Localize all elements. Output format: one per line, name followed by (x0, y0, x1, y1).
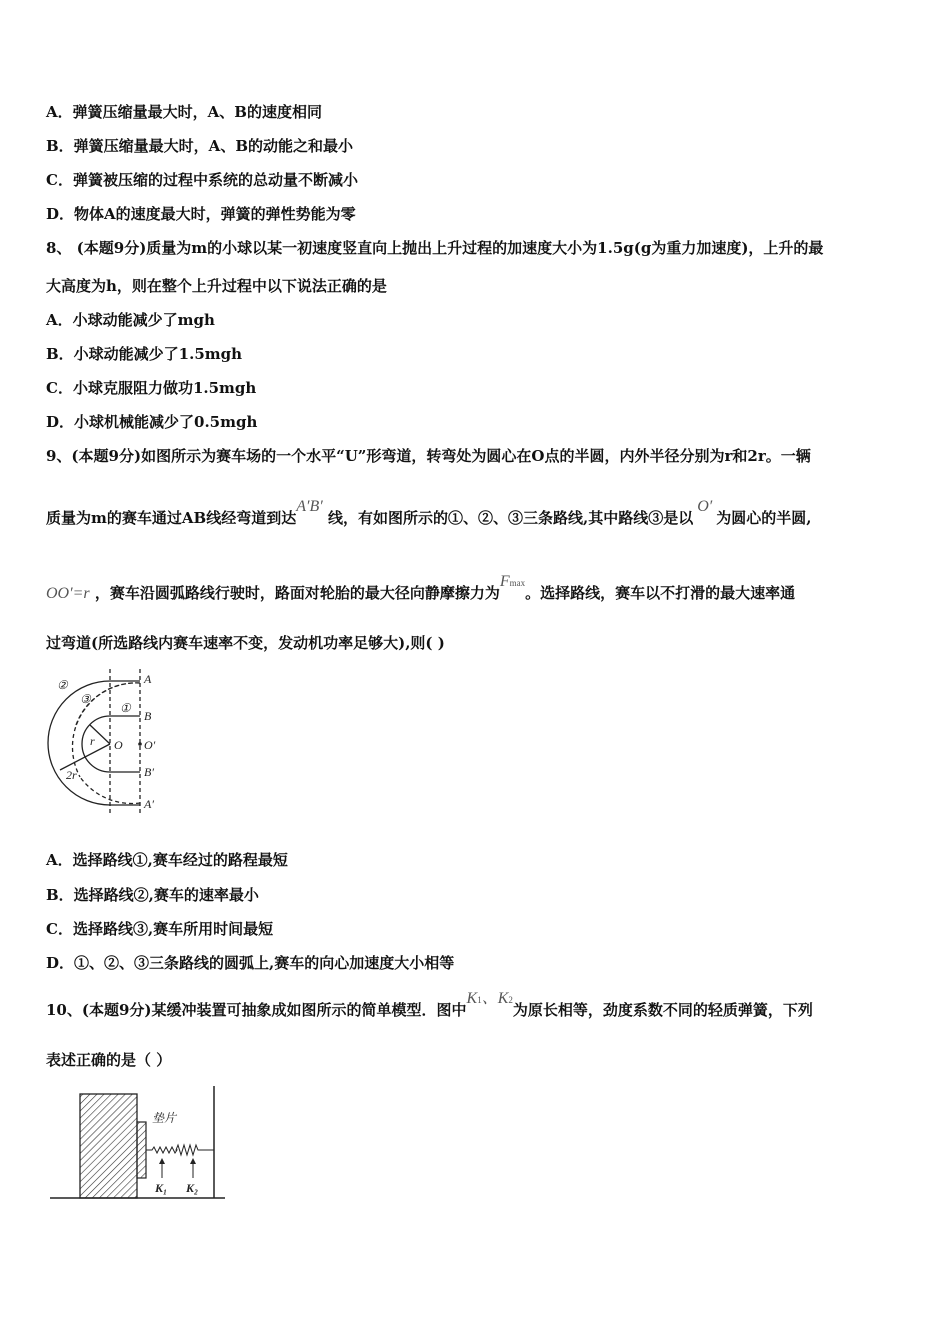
text: 为圆心的半圆, (716, 509, 812, 527)
sub: 1 (477, 995, 482, 1005)
text: 线，有如图所示的①、②、③三条路线,其中路线③是以 (327, 509, 694, 527)
text: ，赛车沿圆弧路线行驶时，路面对轮胎的最大径向静摩擦力为 (94, 584, 500, 602)
q8-option-c: C．小球克服阻力做功1.5mgh (46, 379, 257, 397)
text: 。选择路线，赛车以不打滑的最大速率通 (525, 584, 796, 602)
k: K (497, 990, 509, 1007)
label-a: A (144, 672, 152, 686)
q9-stem-line1: 9、(本题9分)如图所示为赛车场的一个水平“U”形弯道，转弯处为圆心在O点的半圆，内外半径分别为r和2r。一辆 (46, 447, 811, 465)
formula-k2 (498, 990, 513, 1007)
q9-stem-line2 (46, 498, 812, 529)
q8-option-d: D．小球机械能减少了0.5mgh (46, 413, 258, 431)
q9-stem-line4: 过弯道(所选路线内赛车速率不变，发动机功率足够大),则( ) (46, 634, 445, 652)
q9-stem-line3 (46, 573, 796, 605)
q7-option-c: C．弹簧被压缩的过程中系统的总动量不断减小 (46, 171, 358, 189)
label-r: r (90, 734, 95, 748)
sub: max (509, 578, 526, 588)
label-a-prime: A′ (144, 797, 154, 811)
text: 为原长相等，劲度系数不同的轻质弹簧，下列 (512, 1001, 813, 1019)
q7-option-d: D．物体A的速度最大时，弹簧的弹性势能为零 (46, 205, 356, 223)
formula-o-prime: O′ (697, 498, 713, 515)
block (80, 1094, 137, 1198)
label-o: O (114, 738, 123, 752)
u-track-figure (40, 665, 180, 815)
formula-oo-prime: OO′=r (46, 585, 90, 602)
o-prime-point (138, 742, 142, 746)
formula-a-prime-b-prime: A′B′ (296, 498, 323, 515)
k: K (466, 990, 478, 1007)
q10-stem-line1 (46, 990, 813, 1022)
q8-option-a: A．小球动能减少了mgh (46, 311, 215, 329)
sub: 2 (508, 995, 513, 1005)
k1-label: K₁ (155, 1181, 168, 1195)
text: 质量为m的赛车通过AB线经弯道到达 (46, 509, 297, 527)
q7-option-a: A．弹簧压缩量最大时，A、B的速度相同 (46, 103, 322, 121)
springs (146, 1145, 214, 1155)
sep: 、 (481, 990, 498, 1007)
label-b: B (144, 709, 152, 723)
route-2-label: ② (57, 678, 68, 692)
text: 10、(本题9分)某缓冲装置可抽象成如图所示的简单模型．图中 (46, 1001, 467, 1019)
q9-option-b: B．选择路线②,赛车的速率最小 (46, 886, 259, 904)
route-3-label: ③ (80, 692, 91, 706)
f: F (499, 573, 510, 590)
q9-option-d: D．①、②、③三条路线的圆弧上,赛车的向心加速度大小相等 (46, 954, 455, 972)
label-b-prime: B′ (144, 765, 154, 779)
k2-label: K₂ (186, 1181, 199, 1195)
q8-option-b: B．小球动能减少了1.5mgh (46, 345, 243, 363)
q10-stem-line2: 表述正确的是（ ） (46, 1051, 172, 1069)
q9-option-c: C．选择路线③,赛车所用时间最短 (46, 920, 274, 938)
formula-fmax (500, 573, 525, 590)
label-2r: 2r (66, 768, 77, 782)
pad-label: 垫片 (152, 1111, 177, 1125)
q8-stem-line1: 8、 (本题9分)质量为m的小球以某一初速度竖直向上抛出上升过程的加速度大小为1.5g(g为重力加速度)，上升的最 (46, 239, 824, 257)
q9-option-a: A．选择路线①,赛车经过的路程最短 (46, 851, 288, 869)
pad (137, 1122, 146, 1178)
q8-stem-line2: 大高度为h，则在整个上升过程中以下说法正确的是 (46, 277, 387, 295)
label-o-prime: O′ (144, 738, 156, 752)
q7-option-b: B．弹簧压缩量最大时，A、B的动能之和最小 (46, 137, 353, 155)
formula-k1 (467, 990, 482, 1007)
buffer-device-figure (40, 1080, 230, 1210)
route-1-label: ① (120, 701, 131, 715)
